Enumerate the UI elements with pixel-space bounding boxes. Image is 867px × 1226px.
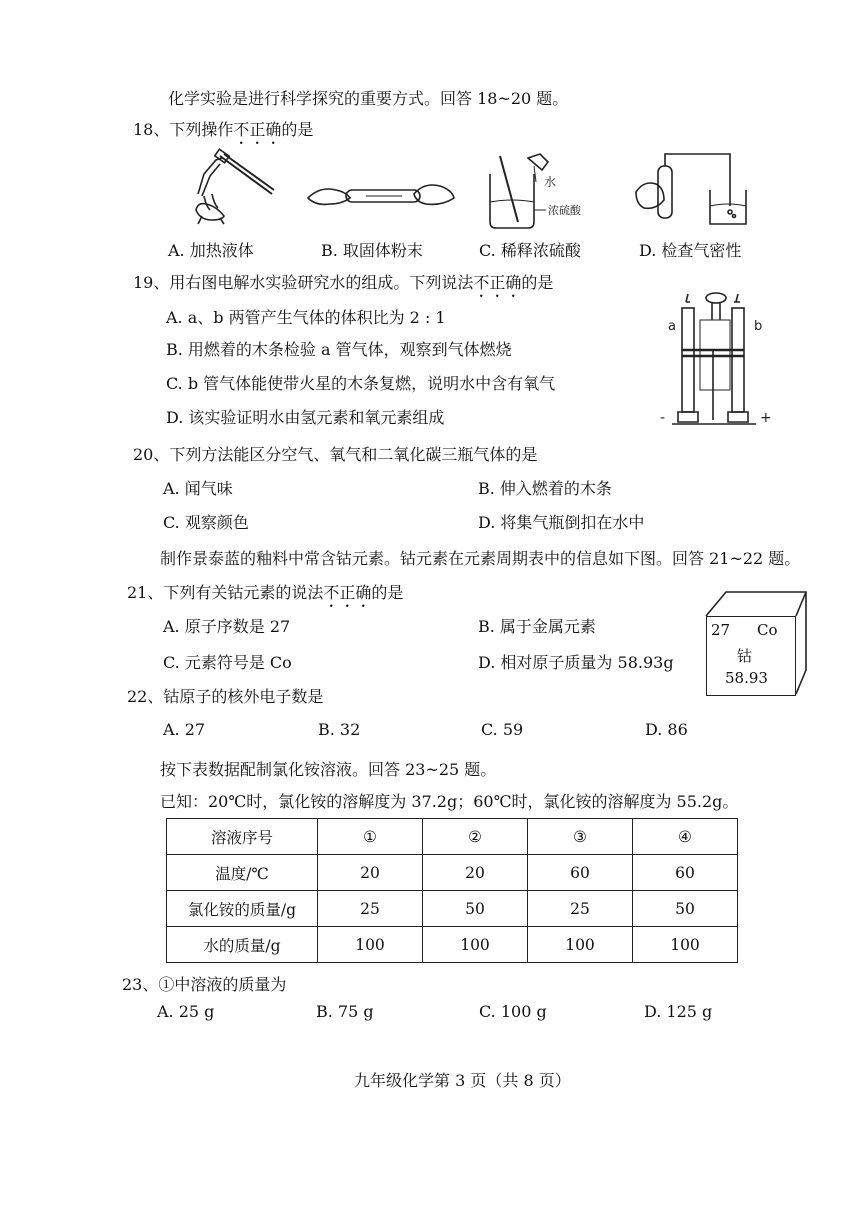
q22-option-b: B. 32	[318, 720, 361, 739]
figure-diluting-acid	[484, 152, 594, 232]
label-tube-b: b	[754, 319, 763, 334]
question-number: 22、	[127, 687, 164, 706]
table-cell: 25	[318, 891, 423, 927]
question-number: 19、	[133, 273, 170, 292]
element-symbol: Co	[757, 621, 778, 639]
q21-option-c: C. 元素符号是 Co	[163, 653, 292, 672]
solution-table	[166, 818, 738, 963]
element-number: 27	[711, 621, 731, 639]
table-cell: ③	[528, 819, 633, 855]
section-intro: 化学实验是进行科学探究的重要方式。回答 18~20 题。	[168, 89, 569, 108]
q20-option-c: C. 观察颜色	[163, 513, 249, 532]
section-intro: 制作景泰蓝的釉料中常含钴元素。钴元素在元素周期表中的信息如下图。回答 21~22 题。	[160, 549, 801, 568]
question-number: 20、	[133, 445, 170, 464]
label-negative: -	[660, 410, 666, 426]
question-stem: 钴原子的核外电子数是	[163, 687, 324, 706]
emphasis-text: 不正确	[323, 583, 372, 602]
table-cell: ②	[423, 819, 528, 855]
figure-electrolysis-apparatus	[660, 290, 770, 430]
table-row	[167, 927, 738, 963]
q18-option-c: C. 稀释浓硫酸	[479, 241, 581, 260]
question-stem: 下列方法能区分空气、氧气和二氧化碳三瓶气体的是	[169, 445, 538, 464]
figure-taking-powder	[306, 168, 456, 218]
q22-option-d: D. 86	[645, 720, 688, 739]
page-footer: 九年级化学第 3 页（共 8 页）	[354, 1071, 571, 1090]
question-21	[127, 580, 403, 611]
element-mass: 58.93	[725, 669, 768, 687]
q23-option-c: C. 100 g	[479, 1002, 547, 1021]
q19-option-d: D. 该实验证明水由氢元素和氧元素组成	[166, 408, 445, 427]
question-stem: 用右图电解水实验研究水的组成。下列说法	[169, 273, 474, 292]
table-cell: 氯化铵的质量/g	[167, 891, 318, 927]
table-cell: 100	[423, 927, 528, 963]
q18-option-b: B. 取固体粉末	[321, 241, 423, 260]
table-cell: 50	[633, 891, 738, 927]
table-cell: 100	[633, 927, 738, 963]
question-19	[133, 270, 553, 301]
q23-option-a: A. 25 g	[157, 1002, 215, 1021]
table-cell: 20	[318, 855, 423, 891]
question-stem-end: 的是	[371, 583, 404, 602]
label-tube-a: a	[668, 319, 676, 334]
question-number: 23、	[122, 975, 159, 994]
table-cell: 25	[528, 891, 633, 927]
table-cell: 水的质量/g	[167, 927, 318, 963]
figure-airtight-check	[634, 150, 754, 230]
table-cell: 溶液序号	[167, 819, 318, 855]
emphasis-text: 不正确	[473, 273, 522, 292]
question-stem: 下列操作	[169, 120, 234, 139]
question-23	[122, 972, 286, 995]
question-18	[133, 117, 313, 148]
table-cell: ①	[318, 819, 423, 855]
question-stem: ①中溶液的质量为	[158, 975, 287, 994]
q19-option-b: B. 用燃着的木条检验 a 管气体，观察到气体燃烧	[166, 340, 512, 359]
q23-option-b: B. 75 g	[316, 1002, 374, 1021]
emphasis-text: 不正确	[233, 120, 282, 139]
label-positive: +	[760, 410, 772, 426]
label-conc-acid: 浓硫酸	[548, 204, 581, 217]
q22-option-c: C. 59	[481, 720, 524, 739]
q21-option-d: D. 相对原子质量为 58.93g	[478, 653, 674, 672]
figure-heating-liquid	[176, 146, 286, 226]
table-row	[167, 855, 738, 891]
q20-option-d: D. 将集气瓶倒扣在水中	[478, 513, 645, 532]
q20-option-a: A. 闻气味	[163, 479, 233, 498]
table-cell: 20	[423, 855, 528, 891]
table-row	[167, 819, 738, 855]
element-card	[706, 616, 796, 696]
table-cell: 60	[633, 855, 738, 891]
table-cell: ④	[633, 819, 738, 855]
question-stem: 下列有关钴元素的说法	[163, 583, 324, 602]
section-intro: 按下表数据配制氯化铵溶液。回答 23~25 题。	[160, 760, 497, 779]
table-row	[167, 891, 738, 927]
q21-option-a: A. 原子序数是 27	[163, 617, 291, 636]
table-cell: 60	[528, 855, 633, 891]
q23-option-d: D. 125 g	[644, 1002, 713, 1021]
question-stem-end: 的是	[521, 273, 554, 292]
q18-option-d: D. 检查气密性	[639, 241, 742, 260]
q21-option-b: B. 属于金属元素	[478, 617, 596, 636]
known-info: 已知：20℃时，氯化铵的溶解度为 37.2g；60℃时，氯化铵的溶解度为 55.2g。	[160, 792, 739, 811]
question-20	[133, 442, 537, 465]
question-22	[127, 684, 323, 707]
table-cell: 100	[528, 927, 633, 963]
q22-option-a: A. 27	[163, 720, 206, 739]
question-number: 18、	[133, 120, 170, 139]
question-number: 21、	[127, 583, 164, 602]
table-cell: 50	[423, 891, 528, 927]
label-water: 水	[544, 175, 557, 189]
q20-option-b: B. 伸入燃着的木条	[478, 479, 612, 498]
q19-option-a: A. a、b 两管产生气体的体积比为 2 : 1	[166, 308, 446, 327]
q19-option-c: C. b 管气体能使带火星的木条复燃，说明水中含有氧气	[166, 374, 556, 393]
question-stem-end: 的是	[281, 120, 314, 139]
table-cell: 温度/℃	[167, 855, 318, 891]
table-cell: 100	[318, 927, 423, 963]
q18-option-a: A. 加热液体	[168, 241, 254, 260]
element-name: 钴	[737, 647, 753, 665]
